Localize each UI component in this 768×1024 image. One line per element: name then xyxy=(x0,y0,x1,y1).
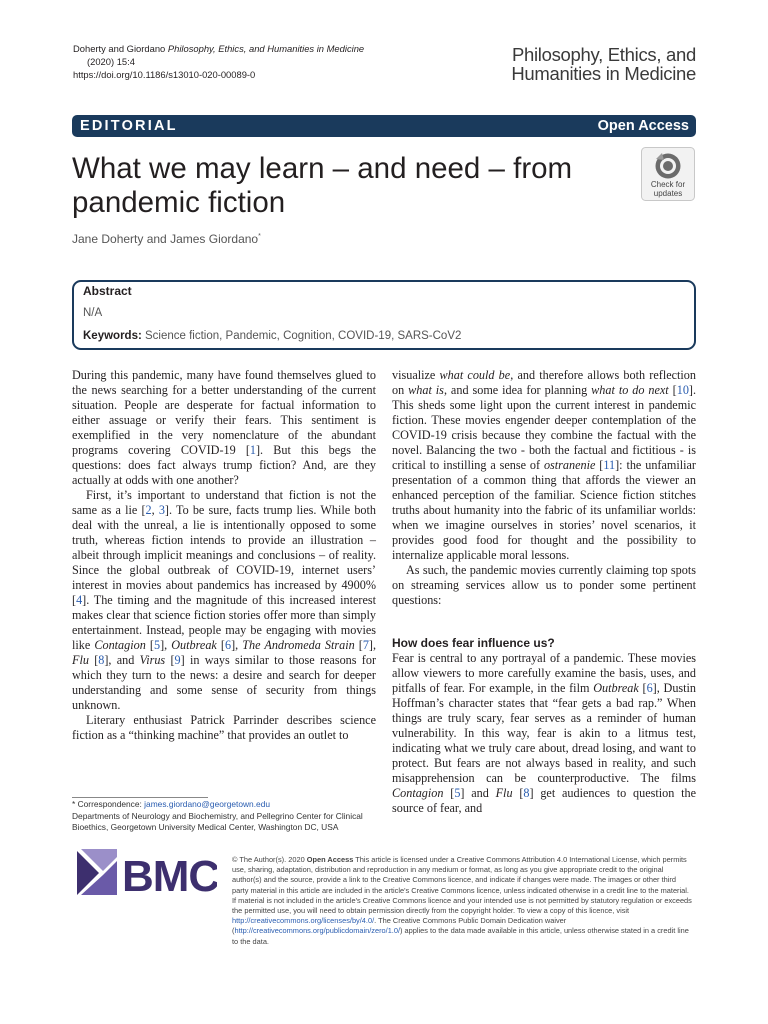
ref-link[interactable]: 6 xyxy=(224,638,232,652)
license-text xyxy=(232,855,692,947)
text-run: ], Dustin Hoffman’s character states that “fear gets a bad rap.” When things are truly scary, fear serves as a reminder of human vulnerability. In this way, fear is akin to a litmus test, indicating what we truly care about, dread losing, and want to protect. But fears are not always based in reality, and such misapprehension can be counterproductive. The films xyxy=(392,681,697,785)
body-column-right xyxy=(392,368,696,816)
text-run: [ xyxy=(595,458,604,472)
film-title: Virus xyxy=(139,653,166,667)
keywords-label: Keywords: xyxy=(83,330,142,342)
article-title: What we may learn – and need – from pandemic fiction xyxy=(72,152,573,219)
abstract-text: N/A xyxy=(83,307,103,319)
open-access-label: Open Access xyxy=(597,118,689,134)
text-run: ], and xyxy=(104,653,140,667)
author-names: Jane Doherty and James Giordano xyxy=(72,232,259,246)
text-run: [ xyxy=(145,638,154,652)
affiliation: Departments of Neurology and Biochemistry, and Pellegrino Center for Clinical Bioethics, Georgetown University Medical Center, Washington DC, USA xyxy=(72,810,363,832)
text-run: , and some idea for planning xyxy=(443,383,592,397)
film-title: Outbreak xyxy=(593,681,639,695)
ref-link[interactable]: 10 xyxy=(676,383,689,397)
paragraph-4 xyxy=(392,368,696,563)
keywords-list: Science fiction, Pandemic, Cognition, COVID-19, SARS-CoV2 xyxy=(145,330,462,342)
text-run: ], xyxy=(160,638,172,652)
text-run: [ xyxy=(165,653,175,667)
citation-journal: Philosophy, Ethics, and Humanities in Medicine xyxy=(167,43,365,54)
ref-link[interactable]: 3 xyxy=(158,503,165,517)
footnote xyxy=(72,797,372,834)
ref-link[interactable]: 9 xyxy=(174,653,181,667)
ref-link[interactable]: 5 xyxy=(454,786,461,800)
license-link-by[interactable]: http://creativecommons.org/licenses/by/4.0/ xyxy=(232,916,375,926)
text-run: ]: the unfamiliar presentation of a common thing that affords the viewer an enhanced perception of the familiar. Science fiction stitches truths about humanity into the fabric of its unfamiliar worlds: when we imagine ourselves in stories’ novel scenarios, it provides good food for thought and the possibility to internalize applicable moral lessons. xyxy=(392,458,696,562)
text-run: [ xyxy=(512,786,524,800)
check-updates-icon xyxy=(641,147,695,201)
citation-authors: Doherty and Giordano xyxy=(73,43,166,54)
license-run: © The Author(s). 2020 xyxy=(232,855,307,864)
paragraph-6 xyxy=(392,651,696,816)
text-run: ]. To be sure, facts trump lies. While both deal with the unreal, a lie is intentionally opposed to some truth, whereas fiction intends to provide an illustration – albeit through implicit meanings and conclusions – of reality. Since the global outbreak of COVID-19, internet users’ interest in movies about pandemics has increased by 4900% [ xyxy=(72,503,376,607)
text-run: First, it’s important to understand that fiction is not the same as a lie [ xyxy=(72,488,376,517)
text-run: ] and xyxy=(460,786,496,800)
license-open-access: Open Access xyxy=(306,855,354,864)
text-run: , xyxy=(151,503,159,517)
film-title: Flu xyxy=(72,653,89,667)
text-run: ]. This sheds some light upon the current interest in pandemic fiction. These movies engender deeper contemplation of the COVID-19 crisis because they combine the factual with the novel. Balancing the two - both the factual and fictitious - is critical to instilling a sense of xyxy=(392,383,697,472)
ref-link[interactable]: 11 xyxy=(603,458,616,472)
abstract-heading: Abstract xyxy=(83,284,132,298)
ref-link[interactable]: 7 xyxy=(362,638,369,652)
check-updates-line1: Check for xyxy=(650,180,686,189)
ref-link[interactable]: 8 xyxy=(98,653,105,667)
citation-volume: (2020) 15:4 xyxy=(87,56,135,67)
film-title: Contagion xyxy=(94,638,146,652)
license-run: ) applies to the data made available in this article, unless otherwise stated in a credit line to the data. xyxy=(232,926,689,946)
license-link-zero[interactable]: http://creativecommons.org/publicdomain/zero/1.0/ xyxy=(234,926,401,936)
paragraph-2 xyxy=(72,488,376,713)
bmc-logo-text: BMC xyxy=(122,852,217,899)
correspondence-email[interactable]: james.giordano@georgetown.edu xyxy=(144,799,271,809)
ref-link[interactable]: 2 xyxy=(145,503,152,517)
text-run: [ xyxy=(216,638,225,652)
bmc-logo xyxy=(77,849,217,899)
text-run: Fear is central to any portrayal of a pandemic. These movies allow viewers to more carefully examine the basis, uses, and pitfalls of fear. For example, in the film xyxy=(392,651,696,695)
text-run: , and therefore allows both reflection on xyxy=(392,368,696,397)
section-heading-fear: How does fear influence us? xyxy=(392,636,555,650)
journal-name xyxy=(511,45,696,83)
check-for-updates-badge[interactable] xyxy=(641,147,695,201)
text-run: ] get audiences to question the source of fear, and xyxy=(392,786,697,815)
ref-link[interactable]: 5 xyxy=(153,638,161,652)
text-run: [ xyxy=(668,383,677,397)
abstract-box xyxy=(72,280,696,350)
journal-name-line2: Humanities in Medicine xyxy=(511,63,696,84)
article-type-banner xyxy=(72,115,696,137)
text-run: ] in ways similar to those reasons for which they turn to the news: a desire and search for deeper understanding and some sense of security from things unknown. xyxy=(72,653,376,712)
article-type-label: EDITORIAL xyxy=(80,118,178,134)
text-run: ], xyxy=(368,638,377,652)
correspondence-label: * Correspondence: xyxy=(72,799,142,809)
text-run: visualize xyxy=(392,368,440,382)
text-run: ]. The timing and the magnitude of this increased interest makes clear that science fiction stories offer more than simply entertainment. Instead, people may be engaging with movies like xyxy=(72,593,376,652)
citation-block xyxy=(73,42,403,81)
emphasis: what could be xyxy=(439,368,511,382)
text-run: [ xyxy=(88,653,99,667)
ref-link[interactable]: 8 xyxy=(523,786,530,800)
text-run: During this pandemic, many have found themselves glued to the news searching for a better understanding of the current situation. People are desperate for factual information to either assuage or verify their fears. This sentiment is exemplified in the very nomenclature of the abundant programs covering COVID-19 [ xyxy=(72,368,376,457)
text-run: ]. But this begs the questions: does fact always trump fiction? And, are they actually at odds with one another? xyxy=(72,443,376,487)
doi-link[interactable]: https://doi.org/10.1186/s13010-020-00089-0 xyxy=(73,69,256,80)
text-run: [ xyxy=(443,786,455,800)
emphasis: what to do next xyxy=(591,383,669,397)
film-title: The Andromeda Strain xyxy=(242,638,355,652)
text-run: ], xyxy=(231,638,243,652)
check-updates-line2: updates xyxy=(653,189,683,198)
body-column-left xyxy=(72,368,376,743)
keywords-line xyxy=(83,330,461,342)
paragraph-3: Literary enthusiast Patrick Parrinder describes science fiction as a “thinking machine” that provides an outlet to xyxy=(72,713,376,742)
license-run: This article is licensed under a Creative Commons Attribution 4.0 International License, which permits use, sharing, adaptation, distribution and reproduction in any medium or format, as long as you give appropriate credit to the original author(s) and the source, provide a link to the Creative Commons licence, and indicate if changes were made. The images or other third party material in this article are included in the article's Creative Commons licence, unless indicated otherwise in a credit line to the material. If material is not included in the article's Creative Commons licence and your intended use is not permitted by statutory regulation or exceeds the permitted use, you will need to obtain permission directly from the copyright holder. To view a copy of this licence, visit xyxy=(232,855,692,916)
text-run: [ xyxy=(354,638,363,652)
ref-link[interactable]: 6 xyxy=(646,681,653,695)
journal-name-line1: Philosophy, Ethics, and xyxy=(511,44,696,65)
film-title: Outbreak xyxy=(171,638,217,652)
author-list xyxy=(72,232,261,246)
paragraph-1 xyxy=(72,368,376,488)
film-title: Contagion xyxy=(392,786,444,800)
ref-link[interactable]: 4 xyxy=(76,593,83,607)
emphasis: what is xyxy=(408,383,444,397)
license-run: . The Creative Commons Public Domain Dedication waiver ( xyxy=(232,916,567,936)
bmc-logo-mark xyxy=(77,849,217,899)
text-run: [ xyxy=(638,681,647,695)
ref-link[interactable]: 1 xyxy=(249,443,256,457)
film-title: Flu xyxy=(495,786,513,800)
paragraph-5: As such, the pandemic movies currently claiming top spots on streaming services allow us to ponder some pertinent questions: xyxy=(392,563,696,607)
emphasis: ostranenie xyxy=(543,458,596,472)
corresponding-mark: * xyxy=(258,233,261,240)
